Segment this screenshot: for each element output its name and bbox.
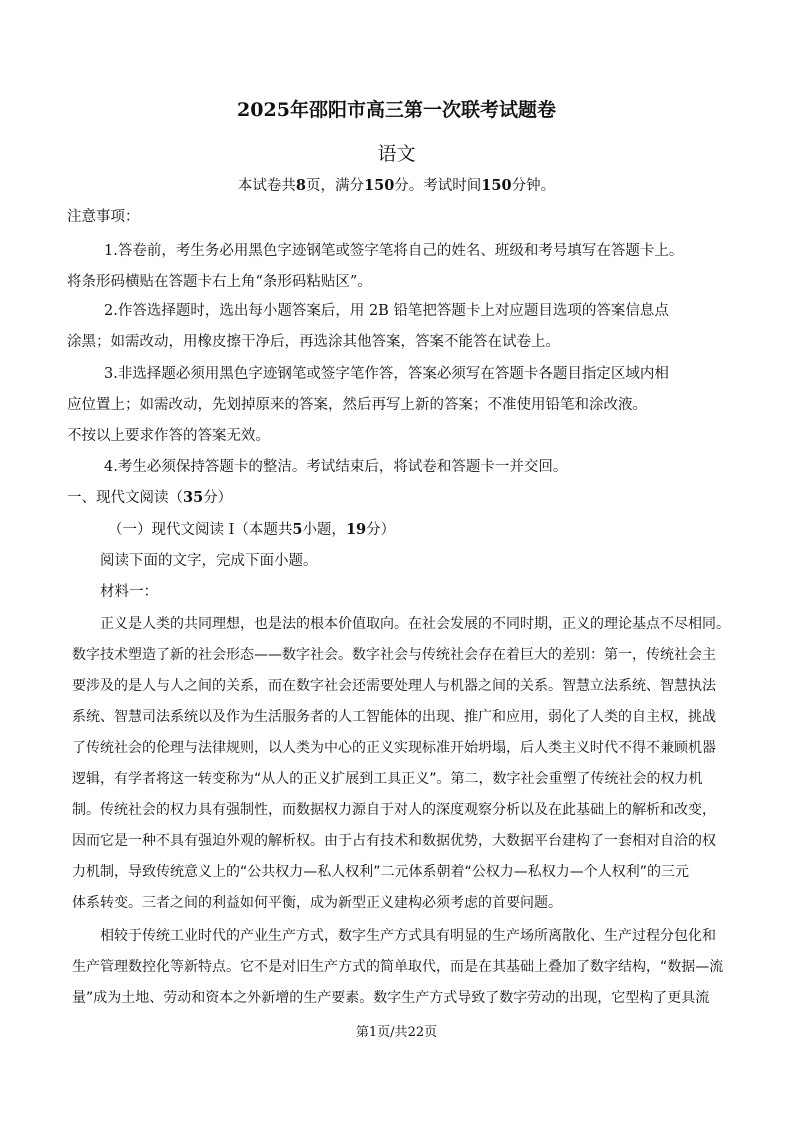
exam-info: 本试卷共8页，满分150分。考试时间150分钟。 xyxy=(237,177,556,194)
notice-item-3: 3.非选择题必须用黑色字迹钢笔或签字笔作答，答案必须写在答题卡各题目指定区域内相 应位置上；如需改动，先划掉原来的答案，然后再写上新的答案；不准使用铅笔和涂改液。 不按以上要求作答的答案无效。 xyxy=(67,366,669,444)
title-year: 2025 xyxy=(237,99,290,121)
subsection-heading: （一）现代文阅读 I（本题共5小题，19分） xyxy=(108,521,396,538)
notice-item-1: 1.答卷前，考生务必用黑色字迹钢笔或签字笔将自己的姓名、班级和考号填写在答题卡上。 将条形码横贴在答题卡右上角“条形码粘贴区”。 xyxy=(67,243,684,290)
page-title xyxy=(0,96,793,124)
notice-heading: 注意事项： xyxy=(67,209,140,225)
page-footer: 第1页/共22页 xyxy=(355,1025,438,1040)
notice-item-2: 2.作答选择题时，选出每小题答案后，用 2B 铅笔把答题卡上对应题目选项的答案信息点 涂黑；如需改动，用橡皮擦干净后，再选涂其他答案，答案不能答在试卷上。 xyxy=(67,303,669,350)
title-text: 年邵阳市高三第一次联考试题卷 xyxy=(289,99,556,121)
reading-instruction: 阅读下面的文字，完成下面小题。 xyxy=(100,553,318,569)
subject-title: 语文 xyxy=(377,143,416,165)
section-heading: 一、现代文阅读（35分） xyxy=(67,489,233,506)
passage-paragraph-1: 正义是人类的共同理想，也是法的根本价值取向。在社会发展的不同时期，正义的理论基点不尽相同。 数字技术塑造了新的社会形态——数字社会。数字社会与传统社会存在着巨大的差别：第一，传统社会主 要涉及的是人与人之间的关系，而在数字社会还需要处理人与机器之间的关系。智慧立法系统、智慧执法 系统、智慧司法系统以及作为生活服务者的人工智能体的出现、推广和应用，弱化了人类的自主权，挑战 了传统社会的伦理与法律规则，以人类为中心的正义实现标准开始坍塌，后人类主义时代不得不兼顾机器 逻辑，有学者将这一转变称为“从人的正义扩展到工具正义”。第二，数字社会重塑了传统社会的权力机 制。传统社会的权力具有强制性，而数据权力源自于对人的深度观察分析以及在此基础上的解析和改变， 因而它是一种不具有强迫外观的解析权。由于占有技术和数据优势，大数据平台建构了一套相对自洽的权 力机制，导致传统意义上的“公共权力—私人权利”二元体系朝着“公权力—私权力—个人权利”的三元 体系转变。三者之间的利益如何平衡，成为新型正义建构必须考虑的首要问题。 xyxy=(72,616,730,911)
material-label: 材料一： xyxy=(100,584,158,600)
passage-paragraph-2: 相较于传统工业时代的产业生产方式，数字生产方式具有明显的生产场所离散化、生产过程分包化和 生产管理数控化等新特点。它不是对旧生产方式的简单取代，而是在其基础上叠加了数字结构，“数据—流 量”成为土地、劳动和资本之外新增的生产要素。数字生产方式导致了数字劳动的出现，它型构了更具流 xyxy=(72,928,724,1006)
notice-item-4: 4.考生必须保持答题卡的整洁。考试结束后，将试卷和答题卡一并交回。 xyxy=(104,459,568,475)
